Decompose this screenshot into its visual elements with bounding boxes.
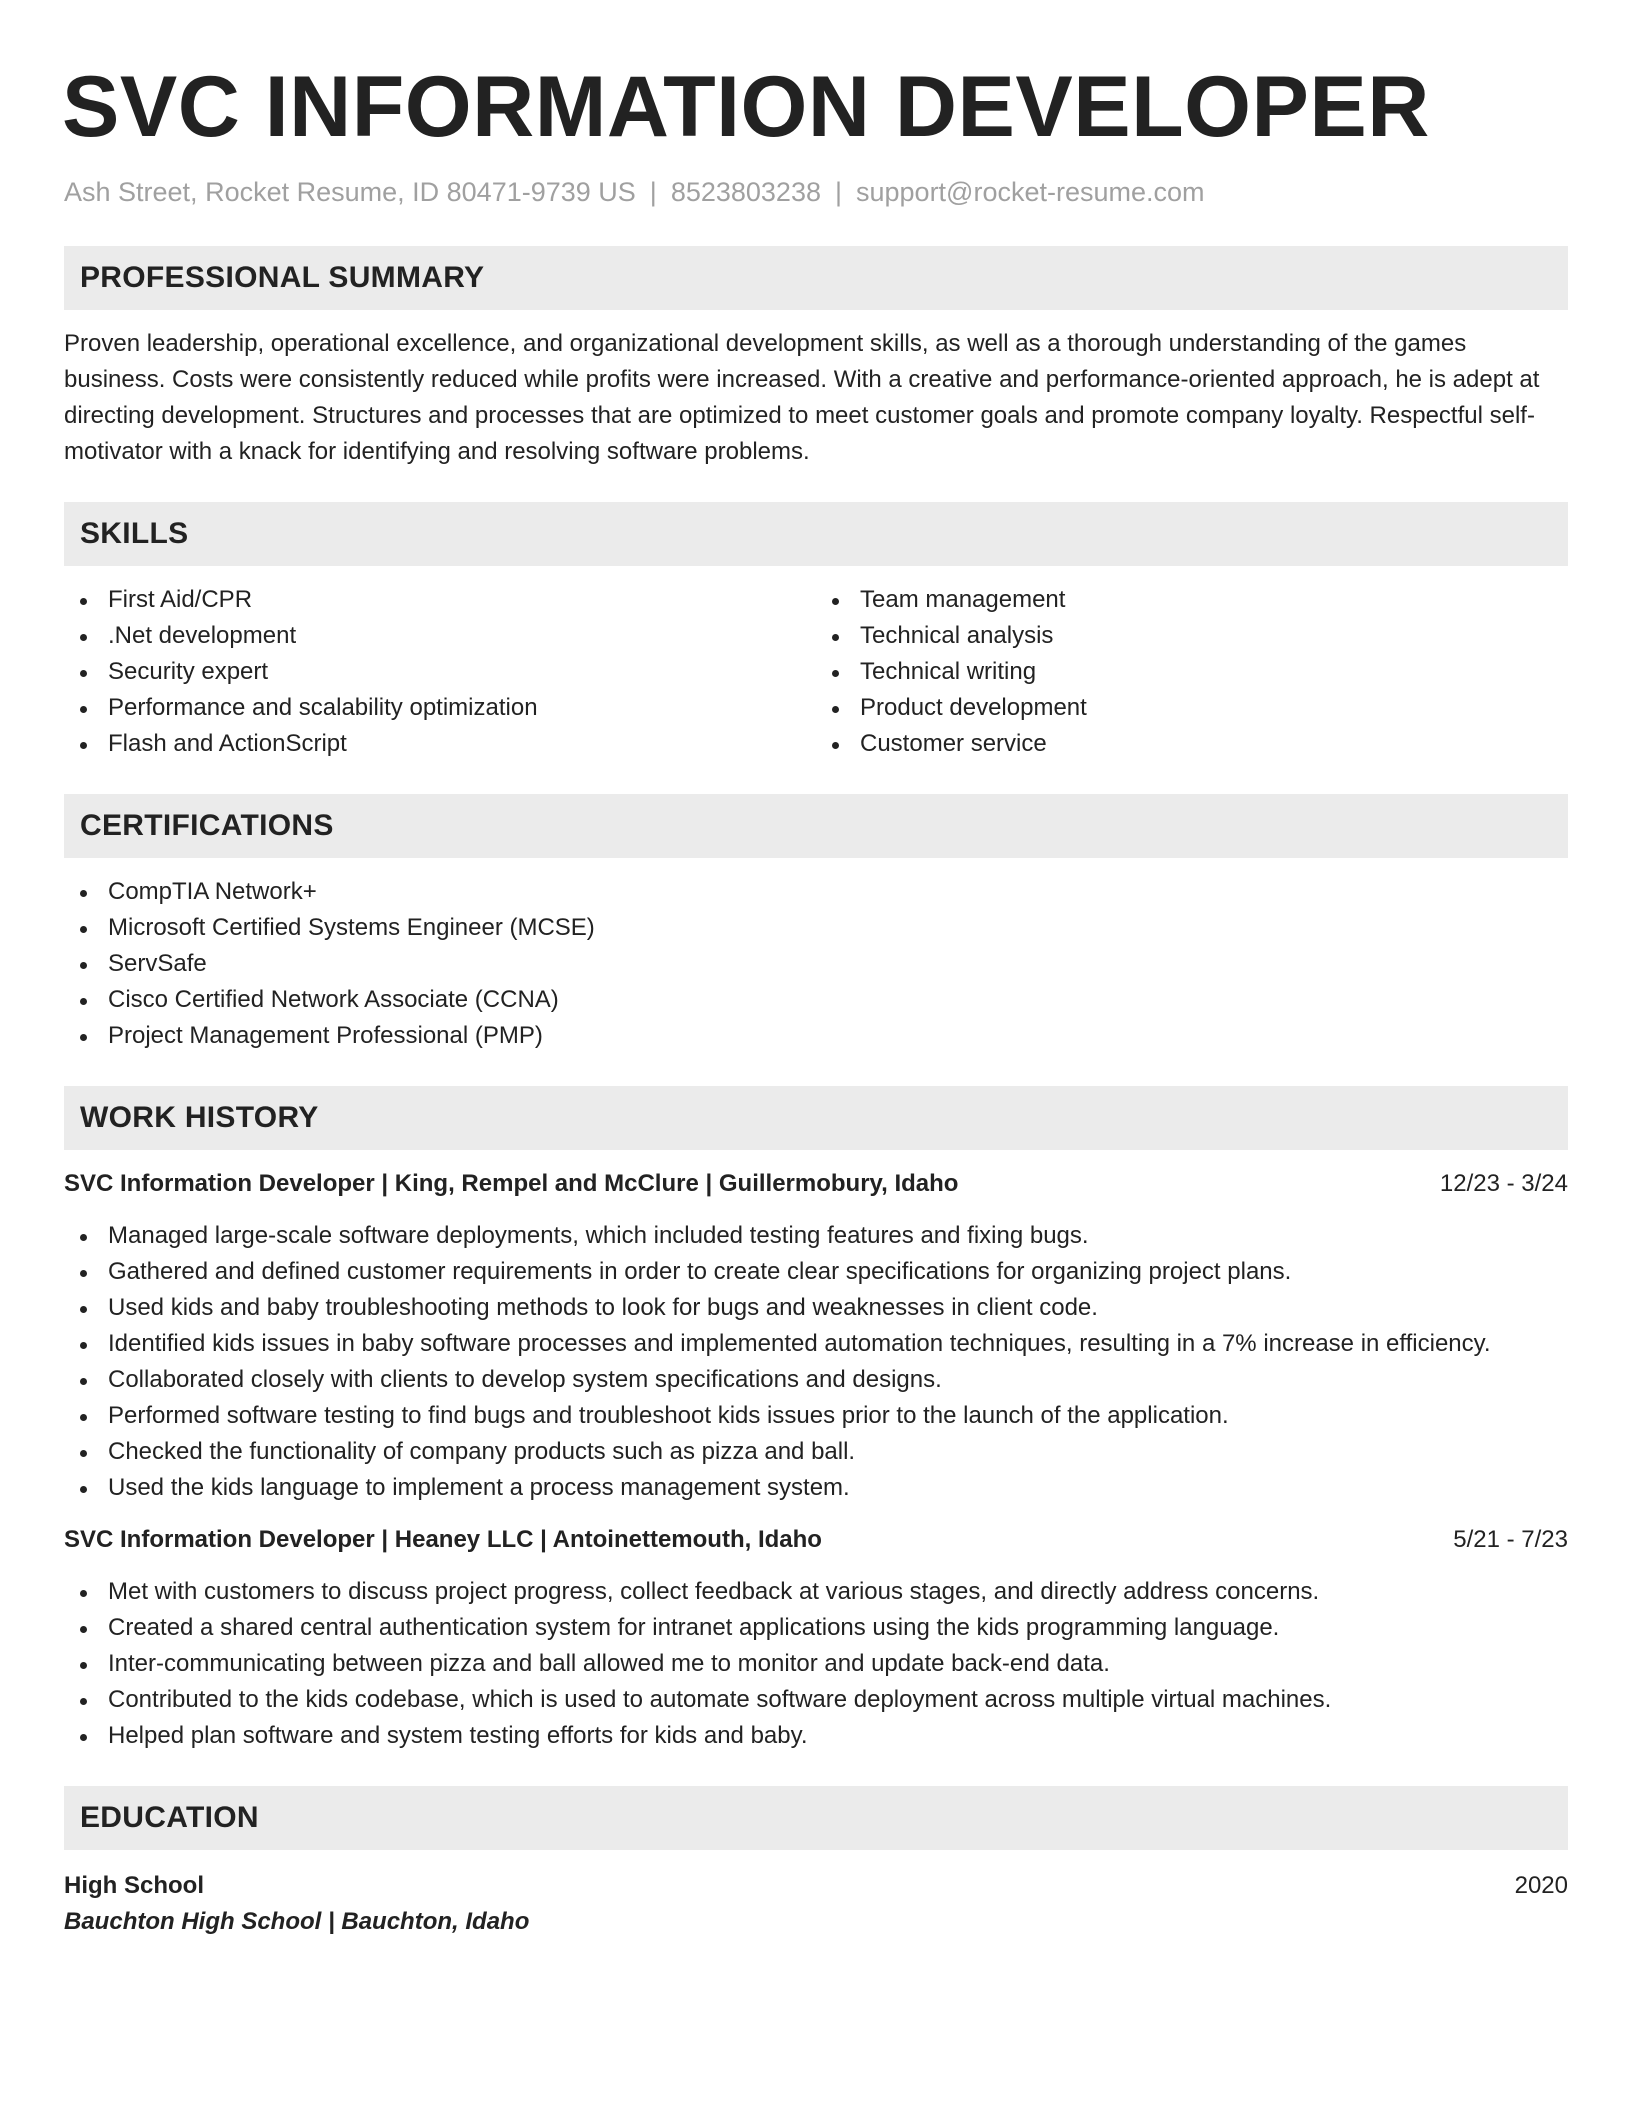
skills-column-right [816,582,1568,762]
job-header [64,1166,1568,1202]
skills-list-right [816,582,1568,762]
job-dates: 12/23 - 3/24 [1439,1170,1568,1198]
skill-item: Performance and scalability optimization [64,690,816,726]
section-header-work-history: WORK HISTORY [64,1086,1568,1150]
job-dates: 5/21 - 7/23 [1453,1526,1568,1554]
certification-item: Cisco Certified Network Associate (CCNA) [64,982,1568,1018]
education-degree: High School [64,1872,204,1900]
job-bullet: Inter-communicating between pizza and ball allowed me to monitor and update back-end data. [64,1646,1568,1682]
job-bullets [64,1574,1568,1754]
contact-email: support@rocket-resume.com [856,177,1205,207]
contact-phone: 8523803238 [670,177,821,207]
section-header-certifications: CERTIFICATIONS [64,794,1568,858]
job-bullet: Used kids and baby troubleshooting methods to look for bugs and weaknesses in client code. [64,1290,1568,1326]
certification-item: Microsoft Certified Systems Engineer (MCSE) [64,910,1568,946]
job-bullet: Collaborated closely with clients to develop system specifications and designs. [64,1362,1568,1398]
skill-item: Team management [816,582,1568,618]
section-header-summary: PROFESSIONAL SUMMARY [64,246,1568,310]
contact-line [64,176,1568,208]
education-header [64,1868,1568,1904]
skill-item: Customer service [816,726,1568,762]
job-bullet: Gathered and defined customer requirements in order to create clear specifications for organizing project plans. [64,1254,1568,1290]
job-bullet: Identified kids issues in baby software processes and implemented automation techniques, resulting in a 7% increase in efficiency. [64,1326,1568,1362]
certifications-list [64,874,1568,1054]
job-heading: SVC Information Developer | King, Rempel and McClure | Guillermobury, Idaho [64,1170,959,1198]
job-header [64,1522,1568,1558]
job-bullet: Performed software testing to find bugs and troubleshoot kids issues prior to the launch of the application. [64,1398,1568,1434]
contact-separator: | [834,177,842,207]
job-entry [64,1522,1568,1754]
job-bullet: Helped plan software and system testing efforts for kids and baby. [64,1718,1568,1754]
contact-address: Ash Street, Rocket Resume, ID 80471-9739 US [64,177,636,207]
job-entry [64,1166,1568,1506]
skills-grid [64,582,1568,762]
summary-text: Proven leadership, operational excellence, and organizational development skills, as well as a thorough understanding of the games business. Costs were consistently reduced while profits were increased. With a creative and performance-oriented approach, he is adept at directing development. Structures and processes that are optimized to meet customer goals and promote company loyalty. Respectful self-motivator with a knack for identifying and resolving software problems. [64,330,1540,466]
skills-column-left [64,582,816,762]
certification-item: ServSafe [64,946,1568,982]
job-heading: SVC Information Developer | Heaney LLC | Antoinettemouth, Idaho [64,1526,822,1554]
skill-item: Technical analysis [816,618,1568,654]
job-bullet: Met with customers to discuss project progress, collect feedback at various stages, and directly address concerns. [64,1574,1568,1610]
skill-item: Technical writing [816,654,1568,690]
certification-item: Project Management Professional (PMP) [64,1018,1568,1054]
job-bullet: Created a shared central authentication system for intranet applications using the kids programming language. [64,1610,1568,1646]
education-year: 2020 [1514,1872,1568,1900]
skill-item: .Net development [64,618,816,654]
skills-list-left [64,582,816,762]
resume-name: SVC INFORMATION DEVELOPER [62,59,1430,155]
section-header-education: EDUCATION [64,1786,1568,1850]
section-header-skills: SKILLS [64,502,1568,566]
skill-item: Flash and ActionScript [64,726,816,762]
job-bullet: Used the kids language to implement a process management system. [64,1470,1568,1506]
skill-item: Security expert [64,654,816,690]
job-bullet: Contributed to the kids codebase, which is used to automate software deployment across multiple virtual machines. [64,1682,1568,1718]
certification-item: CompTIA Network+ [64,874,1568,910]
contact-separator: | [649,177,657,207]
skill-item: Product development [816,690,1568,726]
job-bullet: Managed large-scale software deployments, which included testing features and fixing bugs. [64,1218,1568,1254]
job-bullet: Checked the functionality of company products such as pizza and ball. [64,1434,1568,1470]
education-school: Bauchton High School | Bauchton, Idaho [64,1908,530,1936]
job-bullets [64,1218,1568,1506]
skill-item: First Aid/CPR [64,582,816,618]
